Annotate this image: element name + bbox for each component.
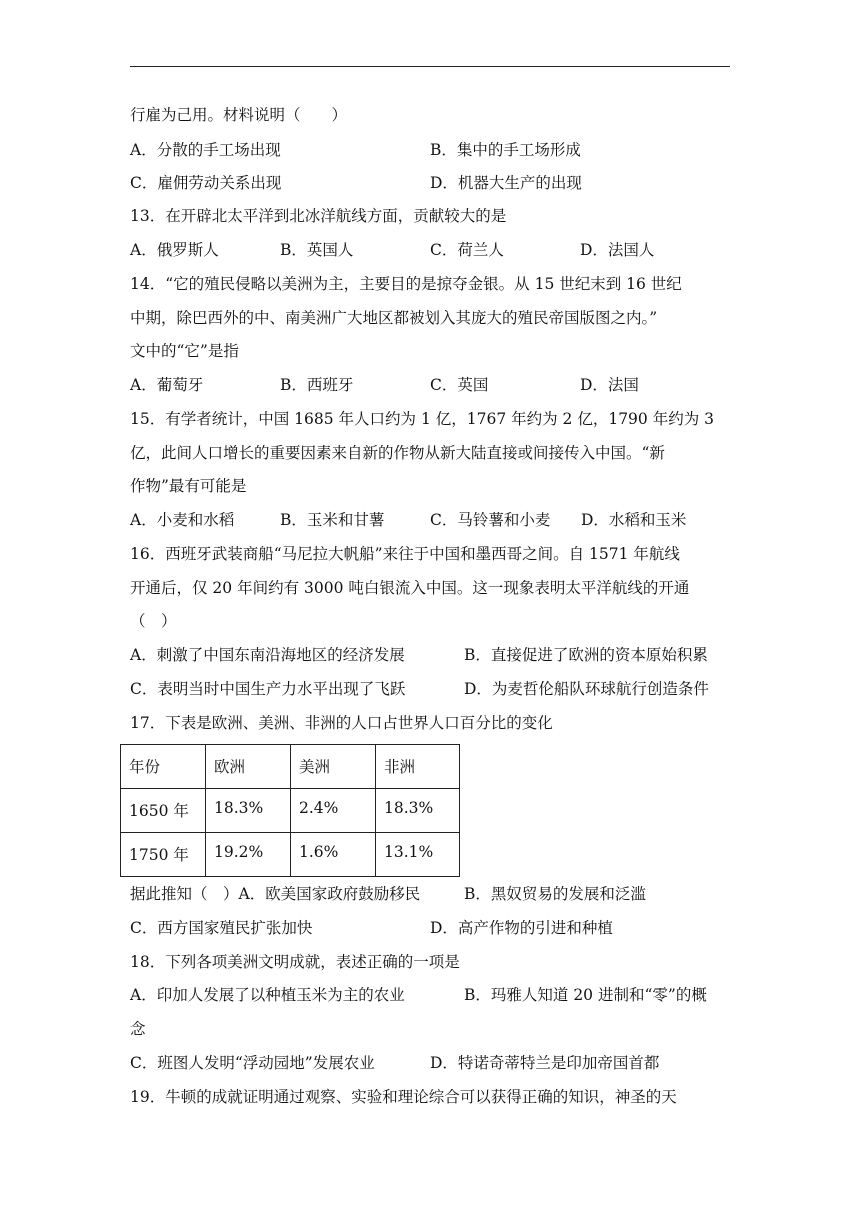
q13-option-b: B．英国人 (280, 241, 354, 259)
q14-stem-line-3: 文中的“它”是指 (130, 342, 239, 360)
q18-stem: 18．下列各项美洲文明成就，表述正确的一项是 (130, 953, 460, 971)
table-cell: 13.1% (376, 833, 460, 877)
q12-option-a: A．分散的手工场出现 (130, 141, 281, 159)
q13-stem: 13．在开辟北太平洋到北冰洋航线方面，贡献较大的是 (130, 207, 507, 225)
q12-option-b: B．集中的手工场形成 (430, 141, 581, 159)
q15-option-d: D．水稻和玉米 (581, 511, 687, 529)
table-cell: 19.2% (206, 833, 291, 877)
q13-option-c: C．荷兰人 (430, 241, 504, 259)
q13-option-d: D．法国人 (580, 241, 655, 259)
q18-option-a: A．印加人发展了以种植玉米为主的农业 (130, 986, 405, 1004)
q16-option-a: A．刺激了中国东南沿海地区的经济发展 (130, 646, 405, 664)
table-header-cell: 非洲 (376, 745, 460, 789)
table-header-row (121, 745, 460, 789)
q16-stem-line-1: 16．西班牙武装商船“马尼拉大帆船”来往于中国和墨西哥之间。自 1571 年航线 (130, 545, 680, 563)
table-cell: 2.4% (291, 789, 376, 833)
q16-option-b: B．直接促进了欧洲的资本原始积累 (464, 646, 708, 664)
q14-option-d: D．法国 (580, 376, 639, 394)
q14-stem-line-2: 中期，除巴西外的中、南美洲广大地区都被划入其庞大的殖民帝国版图之内。” (130, 309, 658, 327)
table-cell: 1650 年 (121, 789, 206, 833)
q15-option-b: B．玉米和甘薯 (280, 511, 385, 529)
q17-option-b: B．黑奴贸易的发展和泛滥 (464, 885, 646, 903)
q12-stem-tail: 行雇为己用。材料说明（ ） (130, 106, 348, 124)
q15-option-c: C．马铃薯和小麦 (430, 511, 551, 529)
q17-stem-tail: 据此推知（ ）A．欧美国家政府鼓励移民 (130, 885, 421, 903)
q14-stem-line-1: 14．“它的殖民侵略以美洲为主，主要目的是掠夺金银。从 15 世纪末到 16 世纪 (130, 275, 682, 293)
q17-option-c: C．西方国家殖民扩张加快 (130, 919, 313, 937)
table-header-cell: 欧洲 (206, 745, 291, 789)
table-header-cell: 美洲 (291, 745, 376, 789)
q15-stem-line-3: 作物”最有可能是 (130, 477, 247, 495)
q16-option-d: D．为麦哲伦船队环球航行创造条件 (464, 680, 709, 698)
q18-option-b: B．玛雅人知道 20 进制和“零”的概 (464, 986, 707, 1004)
q16-option-c: C．表明当时中国生产力水平出现了飞跃 (130, 680, 406, 698)
table-row (121, 789, 460, 833)
q15-option-a: A．小麦和水稻 (130, 511, 235, 529)
q18-option-c: C．班图人发明“浮动园地”发展农业 (130, 1054, 375, 1072)
q15-stem-line-1: 15．有学者统计，中国 1685 年人口约为 1 亿，1767 年约为 2 亿，1790 年约为 3 (130, 410, 714, 428)
q18-option-b-wrap: 念 (130, 1020, 146, 1038)
table-cell: 18.3% (206, 789, 291, 833)
table-cell: 1.6% (291, 833, 376, 877)
q19-stem: 19．牛顿的成就证明通过观察、实验和理论综合可以获得正确的知识，神圣的天 (130, 1088, 677, 1106)
q14-option-b: B．西班牙 (280, 376, 354, 394)
q13-option-a: A．俄罗斯人 (130, 241, 219, 259)
population-table (120, 744, 460, 877)
q12-option-c: C．雇佣劳动关系出现 (130, 174, 282, 192)
q15-stem-line-2: 亿，此间人口增长的重要因素来自新的作物从新大陆直接或间接传入中国。“新 (130, 444, 665, 462)
q16-stem-line-3: （ ） (130, 612, 177, 630)
table-cell: 18.3% (376, 789, 460, 833)
q12-option-d: D．机器大生产的出现 (430, 174, 582, 192)
table-row (121, 833, 460, 877)
q18-option-d: D．特诺奇蒂特兰是印加帝国首都 (430, 1054, 660, 1072)
q17-stem: 17．下表是欧洲、美洲、非洲的人口占世界人口百分比的变化 (130, 714, 553, 732)
q17-option-d: D．高产作物的引进和种植 (430, 919, 613, 937)
q16-stem-line-2: 开通后，仅 20 年间约有 3000 吨白银流入中国。这一现象表明太平洋航线的开通 (130, 579, 690, 597)
q14-option-a: A．葡萄牙 (130, 376, 204, 394)
table-cell: 1750 年 (121, 833, 206, 877)
header-rule (130, 66, 730, 67)
table-header-cell: 年份 (121, 745, 206, 789)
q14-option-c: C．英国 (430, 376, 489, 394)
